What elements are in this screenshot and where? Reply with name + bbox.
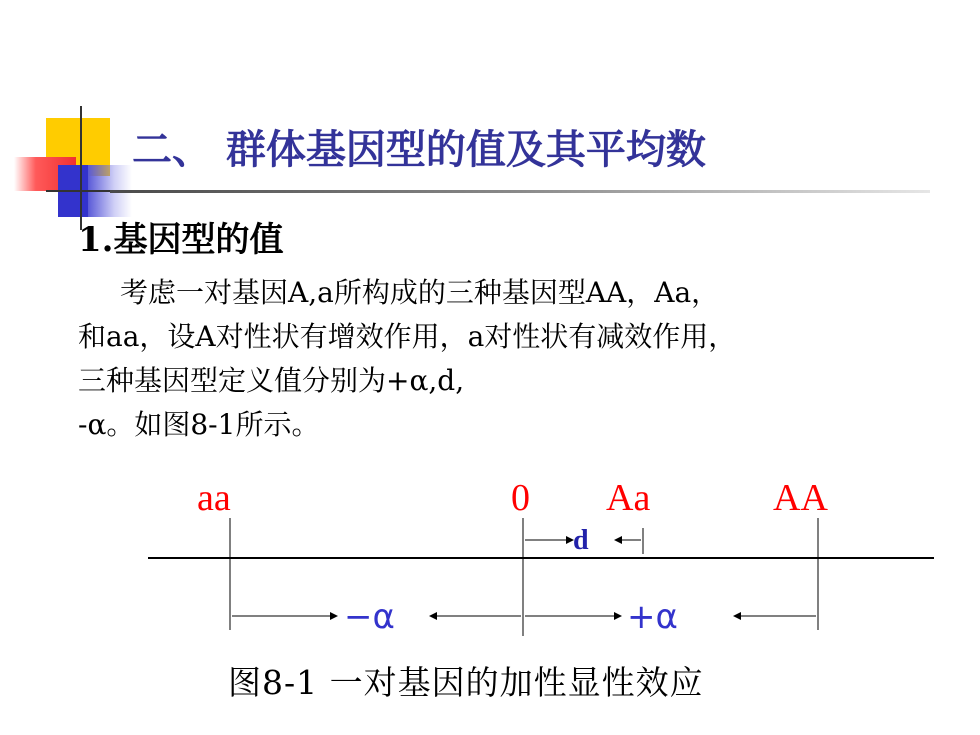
d-arrow-left-head	[614, 536, 622, 544]
paragraph-line-4: -α。如图8-1所示。	[78, 408, 320, 441]
label-minus-alpha: −α	[344, 597, 395, 637]
paragraph-line-1	[78, 271, 719, 315]
plus-alpha-arrow-left-head	[733, 612, 741, 620]
label-d: d	[573, 525, 589, 556]
label-AA: AA	[773, 477, 828, 519]
figure-8-1	[0, 470, 980, 735]
plus-alpha-arrow-right-head	[614, 612, 622, 620]
paragraph-line-2: 和aa，设A对性状有增效作用，a对性状有减效作用，	[78, 320, 737, 353]
paragraph-line-3: 三种基因型定义值分别为+α,d,	[78, 364, 465, 397]
figure-caption: 图8-1 一对基因的加性显性效应	[228, 663, 704, 702]
section-heading: 1.基因型的值	[78, 220, 284, 260]
paragraph-line-1-text: 考虑一对基因A,a所构成的三种基因型AA，Aa，	[120, 276, 720, 309]
label-Aa: Aa	[606, 477, 651, 519]
minus-alpha-arrow-left-head	[429, 612, 437, 620]
title-underline	[110, 190, 930, 193]
slide-title: 二、 群体基因型的值及其平均数	[132, 126, 706, 173]
label-aa: aa	[197, 477, 231, 519]
label-zero: 0	[511, 477, 530, 519]
minus-alpha-arrow-right-head	[330, 612, 338, 620]
effect-diagram	[0, 470, 980, 660]
label-plus-alpha: +α	[627, 597, 678, 637]
